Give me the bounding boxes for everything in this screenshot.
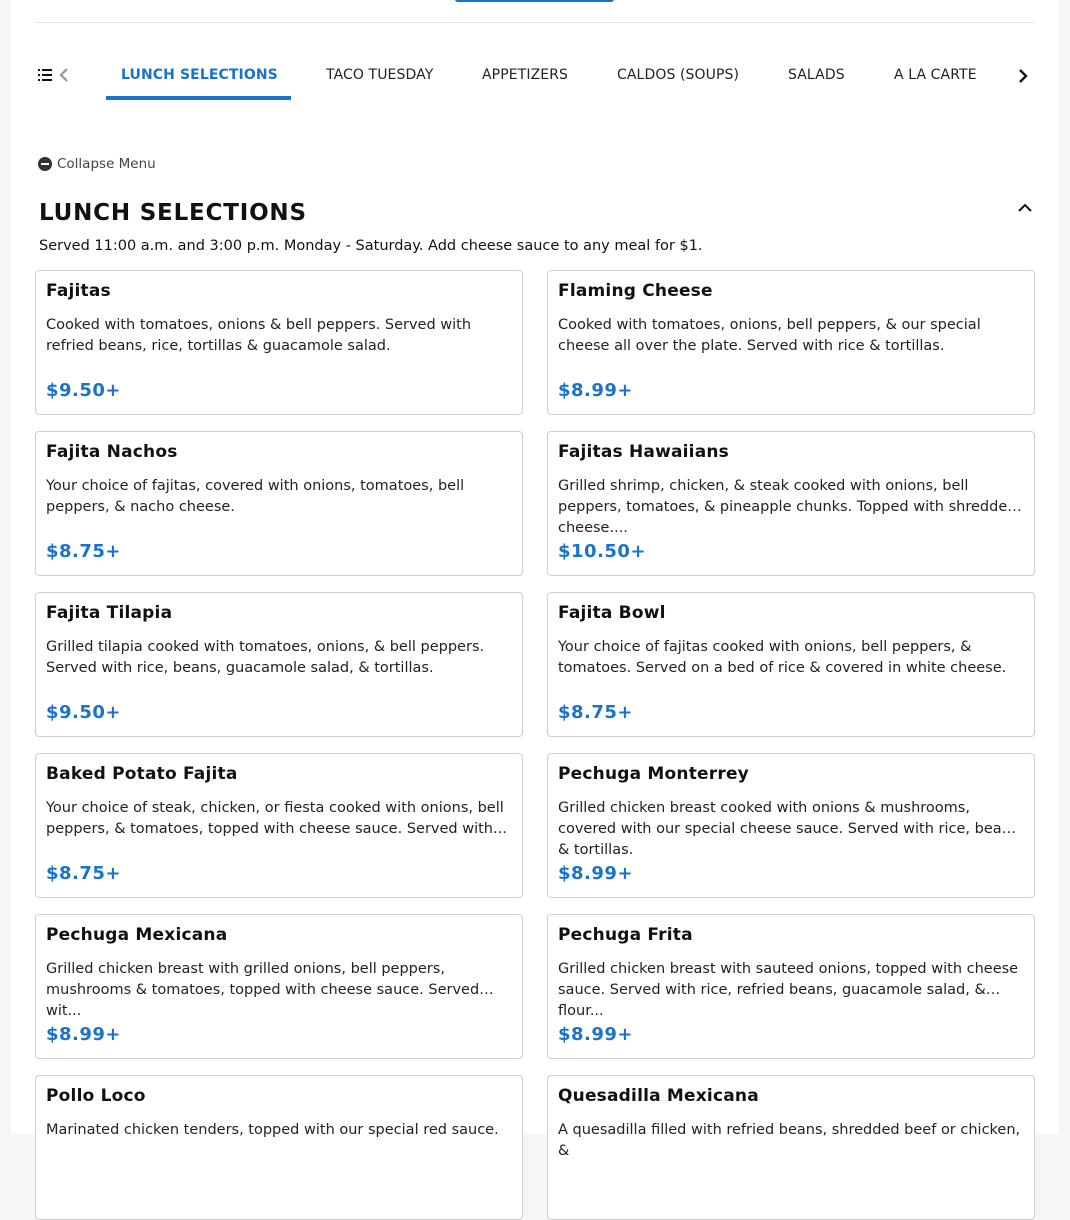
chevron-up-icon[interactable] xyxy=(1016,200,1034,216)
menu-item-name: Fajitas xyxy=(46,281,111,301)
menu-item-card[interactable] xyxy=(547,753,1035,898)
menu-item-card[interactable] xyxy=(35,431,523,576)
menu-item-card[interactable] xyxy=(547,270,1035,415)
collapse-menu-label: Collapse Menu xyxy=(57,156,156,172)
menu-item-price: $8.99+ xyxy=(558,863,634,884)
menu-item-description: Grilled tilapia cooked with tomatoes, onions, & bell peppers. Served with rice, beans, guacamole salad, & tortillas. xyxy=(46,639,485,676)
tab-taco-tuesday[interactable]: TACO TUESDAY xyxy=(326,67,434,83)
menu-item-description: Your choice of fajitas, covered with onions, tomatoes, bell peppers, & nacho cheese. xyxy=(46,478,465,515)
menu-item-name: Pechuga Mexicana xyxy=(46,925,228,945)
menu-item-description: Grilled shrimp, chicken, & steak cooked with onions, bell peppers, tomatoes, & pineapple chunks. Topped with shredded cheese.... xyxy=(558,478,1017,536)
divider xyxy=(35,22,1034,23)
menu-item-name: Fajita Bowl xyxy=(558,603,666,623)
menu-item-card[interactable] xyxy=(547,431,1035,576)
menu-item-description: Grilled chicken breast with grilled onions, bell peppers, mushrooms & tomatoes, topped with cheese sauce. Served wit... xyxy=(46,961,480,1019)
menu-page xyxy=(11,0,1059,1159)
menu-item-description: Marinated chicken tenders, topped with our special red sauce. xyxy=(46,1122,499,1138)
menu-item-name: Fajita Nachos xyxy=(46,442,178,462)
menu-item-price: $8.99+ xyxy=(558,1024,634,1045)
tab-appetizers[interactable]: APPETIZERS xyxy=(482,67,569,83)
menu-item-description: Your choice of fajitas cooked with onions, bell peppers, & tomatoes. Served on a bed of rice & covered in white cheese. xyxy=(558,639,1007,676)
menu-item-description: Grilled chicken breast with sauteed onions, topped with cheese sauce. Served with rice, refried beans, guacamole salad, & flour... xyxy=(558,961,1019,1019)
menu-item-price: $9.50+ xyxy=(46,702,122,723)
menu-item-description: Cooked with tomatoes, onions & bell peppers. Served with refried beans, rice, tortillas & guacamole salad. xyxy=(46,317,472,354)
section-title: LUNCH SELECTIONS xyxy=(39,200,307,226)
menu-item-card[interactable] xyxy=(35,1075,523,1220)
category-tabbar xyxy=(11,50,1059,102)
menu-item-card[interactable] xyxy=(547,914,1035,1059)
menu-item-card[interactable] xyxy=(35,753,523,898)
section-description: Served 11:00 a.m. and 3:00 p.m. Monday - Saturday. Add cheese sauce to any meal for $1. xyxy=(39,238,703,254)
chevron-right-icon[interactable] xyxy=(1016,67,1030,85)
menu-item-card[interactable] xyxy=(547,592,1035,737)
list-icon[interactable] xyxy=(38,69,52,81)
tab-salads[interactable]: SALADS xyxy=(788,67,845,83)
menu-item-name: Fajita Tilapia xyxy=(46,603,173,623)
order-button[interactable] xyxy=(455,0,614,2)
menu-item-name: Baked Potato Fajita xyxy=(46,764,238,784)
menu-item-description: Cooked with tomatoes, onions, bell peppers, & our special cheese all over the plate. Served with rice & tortillas. xyxy=(558,317,981,354)
minus-circle-icon xyxy=(38,157,52,171)
menu-item-description: Your choice of steak, chicken, or fiesta cooked with onions, bell peppers, & tomatoes, topped with cheese sauce. Served with... xyxy=(46,800,507,837)
menu-item-card[interactable] xyxy=(547,1075,1035,1220)
menu-item-price: $8.99+ xyxy=(46,1024,122,1045)
tab-lunch-selections[interactable]: LUNCH SELECTIONS xyxy=(121,67,278,83)
menu-item-name: Quesadilla Mexicana xyxy=(558,1086,759,1106)
tab-caldos-soups[interactable]: CALDOS (SOUPS) xyxy=(617,67,740,83)
menu-item-description: A quesadilla filled with refried beans, shredded beef or chicken, & xyxy=(558,1122,1021,1159)
menu-item-price: $9.50+ xyxy=(46,380,122,401)
menu-item-description: Grilled chicken breast cooked with onions & mushrooms, covered with our special cheese sauce. Served with rice, beans, & tortillas. xyxy=(558,800,1023,858)
menu-item-price: $8.75+ xyxy=(558,702,634,723)
menu-item-name: Pollo Loco xyxy=(46,1086,146,1106)
menu-item-price: $8.99+ xyxy=(558,380,634,401)
menu-item-name: Pechuga Frita xyxy=(558,925,693,945)
menu-item-card[interactable] xyxy=(35,270,523,415)
menu-item-name: Flaming Cheese xyxy=(558,281,713,301)
menu-item-price: $8.75+ xyxy=(46,863,122,884)
menu-item-price: $8.75+ xyxy=(46,541,122,562)
menu-item-card[interactable] xyxy=(35,592,523,737)
active-tab-indicator xyxy=(106,96,291,100)
menu-item-name: Fajitas Hawaiians xyxy=(558,442,730,462)
menu-item-price: $10.50+ xyxy=(558,541,647,562)
menu-item-name: Pechuga Monterrey xyxy=(558,764,749,784)
chevron-left-icon[interactable] xyxy=(58,67,70,83)
collapse-menu-button[interactable] xyxy=(38,156,156,172)
tab-a-la-carte[interactable]: A LA CARTE xyxy=(894,67,977,83)
menu-item-card[interactable] xyxy=(35,914,523,1059)
menu-item-grid xyxy=(35,270,1035,1220)
